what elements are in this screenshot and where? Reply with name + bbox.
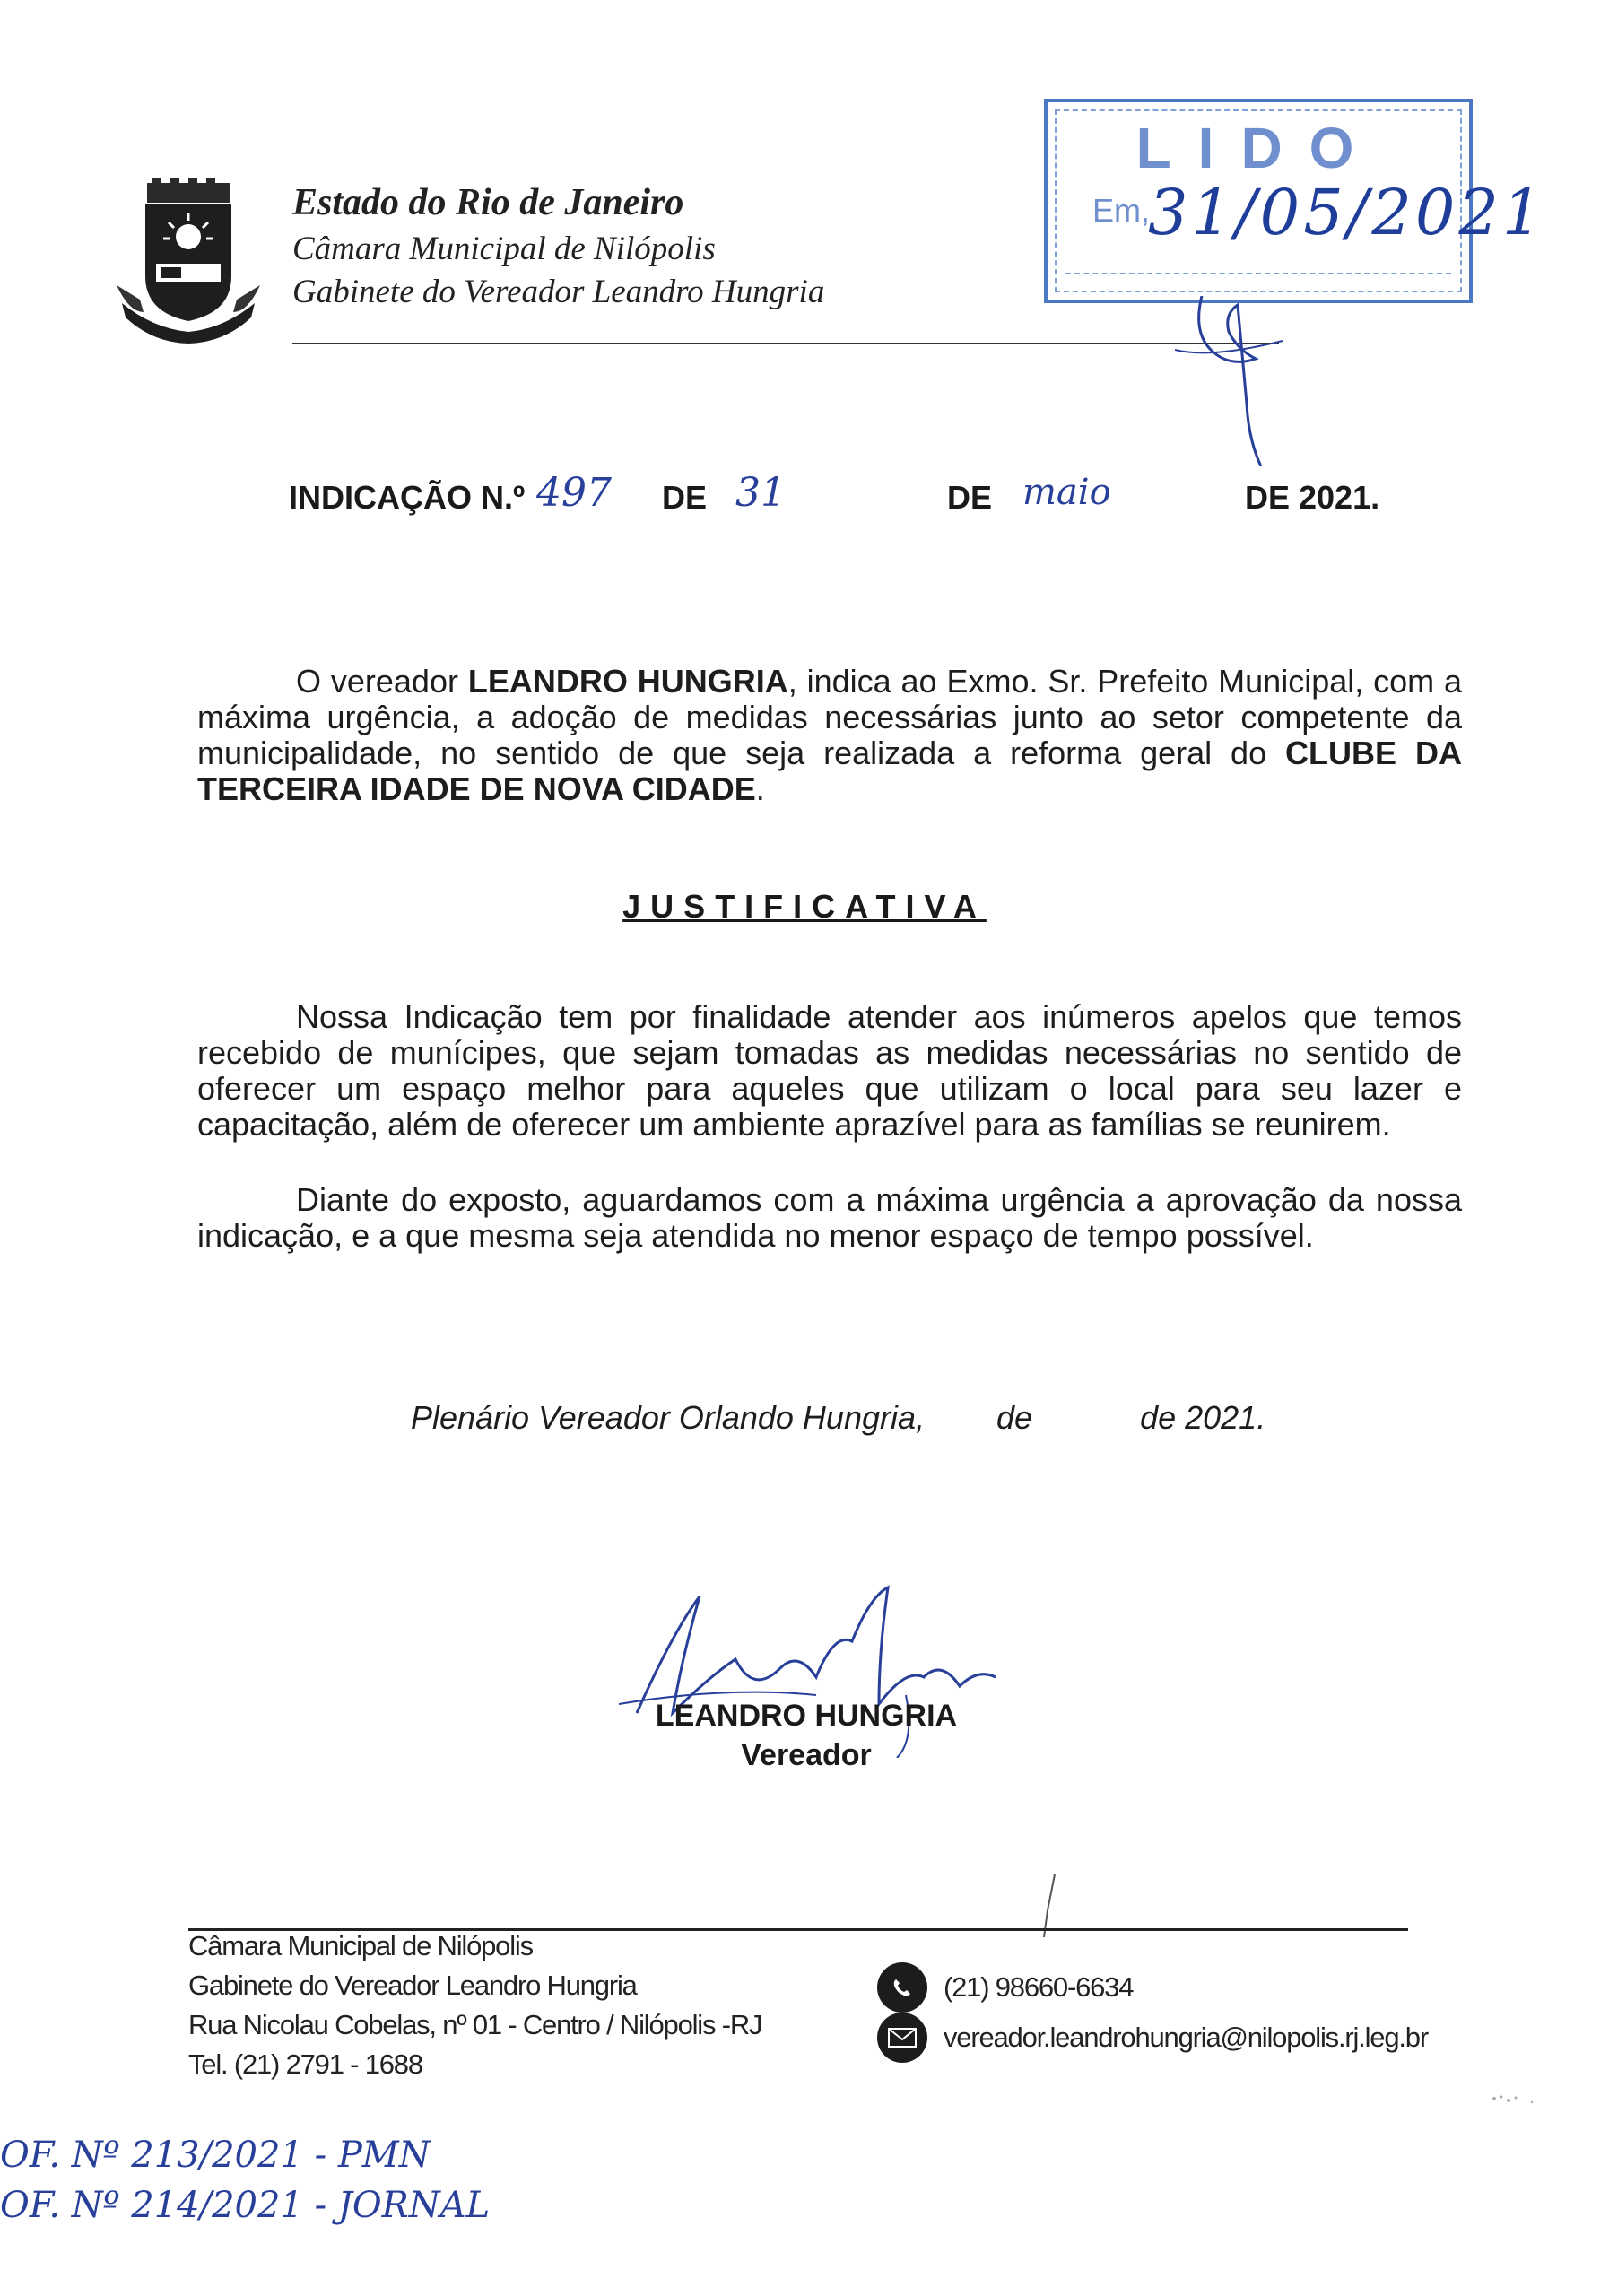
handwritten-note-2: OF. Nº 214/2021 - JORNAL (0, 2185, 491, 2226)
indicacao-month: maio (1022, 472, 1111, 513)
municipal-crest-logo (117, 178, 260, 344)
signatory-role (0, 1738, 1609, 1773)
header-state: Estado do Rio de Janeiro (292, 182, 684, 223)
stamp-title: LIDO (1135, 116, 1381, 180)
indicacao-day: 31 (735, 470, 786, 516)
footer-office: Gabinete do Vereador Leandro Hungria (188, 1970, 637, 2001)
indicacao-label: INDICAÇÃO N.º (289, 479, 526, 516)
handwritten-note-1: OF. Nº 213/2021 - PMN (0, 2135, 431, 2176)
signatory-role-text: Vereador (741, 1738, 872, 1772)
footer-telephone: Tel. (21) 2791 - 1688 (188, 2048, 422, 2080)
indicacao-paragraph (197, 664, 1462, 807)
p1-start: O vereador (296, 663, 468, 700)
p2-text: Nossa Indicação tem por finalidade atender aos inúmeros apelos que temos recebido de munícipes, que sejam tomadas as medidas necessárias no sentido de oferecer um espaço melhor para aqueles que utilizam o local para seu lazer e capacitação, além de oferecer um ambiente aprazível para as famílias se reunirem. (197, 998, 1462, 1143)
signatory-name (0, 1699, 1609, 1734)
footer-phone[interactable]: (21) 98660-6634 (944, 1971, 1134, 2003)
footer-email[interactable]: vereador.leandrohungria@nilopolis.rj.leg.br (944, 2022, 1428, 2053)
indicacao-year: DE 2021. (1245, 479, 1380, 516)
signatory-name-text: LEANDRO HUNGRIA (655, 1699, 958, 1733)
whatsapp-icon (877, 1962, 927, 2013)
footer-chamber: Câmara Municipal de Nilópolis (188, 1930, 533, 1961)
scan-smudge (1487, 2090, 1541, 2108)
p1-end: . (755, 770, 765, 807)
envelope-icon (877, 2013, 927, 2063)
header-divider (292, 343, 1279, 344)
footer-address: Rua Nicolau Cobelas, nº 01 - Centro / Nilópolis -RJ (188, 2009, 762, 2040)
header-chamber: Câmara Municipal de Nilópolis (292, 230, 716, 267)
closing-place-date: Plenário Vereador Orlando Hungria, de de 2021. (411, 1399, 1266, 1436)
indicacao-number: 497 (536, 470, 612, 516)
stamp-divider (1065, 273, 1451, 274)
stamp-date: 31/05/2021 (1148, 176, 1546, 249)
p1-councilor-name: LEANDRO HUNGRIA (467, 663, 788, 700)
indicacao-de-label: DE (662, 479, 708, 516)
stamp-initials-scribble (1175, 296, 1309, 466)
stamp-em-label: Em, (1092, 192, 1151, 229)
indicacao-de-label-2: DE (947, 479, 993, 516)
conclusion-paragraph (197, 1182, 1462, 1254)
header-office: Gabinete do Vereador Leandro Hungria (292, 274, 825, 310)
justificativa-heading: JUSTIFICATIVA (622, 888, 987, 925)
p1-club-name: CLUBE DA TERCEIRA IDADE DE NOVA CIDADE (197, 735, 1462, 807)
p1-middle: , indica ao Exmo. Sr. Prefeito Municipal, com a máxima urgência, a adoção de medidas necessárias junto ao setor competente da municipalidade, no sentido de que seja realizada a reforma geral do (197, 663, 1463, 771)
justificativa-paragraph (197, 999, 1462, 1143)
received-stamp (1044, 99, 1546, 303)
p3-text: Diante do exposto, aguardamos com a máxima urgência a aprovação da nossa indicação, e a que mesma seja atendida no menor espaço de tempo possível. (197, 1181, 1462, 1254)
